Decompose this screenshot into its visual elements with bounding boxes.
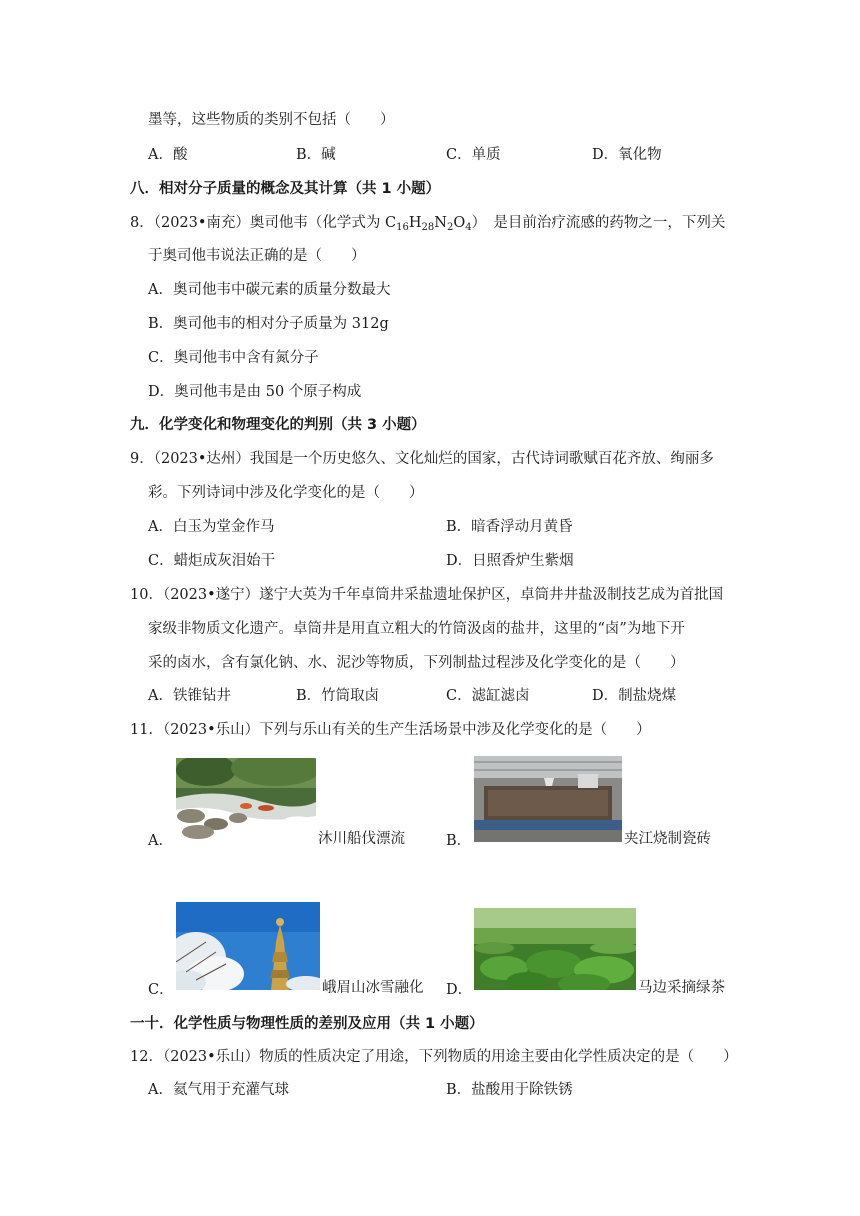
q8-line2: 于奥司他韦说法正确的是（ ） (148, 248, 366, 264)
q12-line1: 12．（2023•乐山）物质的性质决定了用途，下列物质的用途主要由化学性质决定的是（ ） (130, 1049, 738, 1065)
section-heading-9: 九．化学变化和物理变化的判别（共 3 小题） (130, 417, 426, 433)
q11-option-d-caption: 马边采摘绿茶 (638, 980, 725, 996)
q7-option-d: D．氧化物 (592, 147, 662, 163)
q10-option-d: D．制盐烧煤 (592, 688, 677, 704)
q9-option-a: A．白玉为堂金作马 (148, 519, 275, 535)
q7-option-c: C．单质 (446, 147, 501, 163)
q10-line2: 家级非物质文化遗产。卓筒井是用直立粗大的竹筒汲卤的盐井，这里的“卤”为地下开 (148, 621, 685, 637)
q8-option-c: C．奥司他韦中含有氮分子 (148, 350, 319, 366)
section-heading-8: 八．相对分子质量的概念及其计算（共 1 小题） (130, 181, 441, 197)
section-heading-10: 一十．化学性质与物理性质的差别及应用（共 1 小题） (130, 1016, 484, 1032)
q7-option-b: B．碱 (296, 147, 336, 163)
q8-option-b: B．奥司他韦的相对分子质量为 312g (148, 316, 389, 332)
q10-option-b: B．竹筒取卤 (296, 688, 380, 704)
q8-option-a: A．奥司他韦中碳元素的质量分数最大 (148, 282, 391, 298)
q11-option-b-caption: 夹江烧制瓷砖 (624, 831, 711, 847)
q11-option-b-letter: B． (446, 833, 472, 849)
q10-line1: 10．（2023•遂宁）遂宁大英为千年卓筒井采盐遗址保护区，卓筒井井盐汲制技艺成为首批国 (130, 587, 724, 603)
tile-factory-photo (474, 756, 622, 842)
q9-option-d: D．日照香炉生紫烟 (446, 553, 574, 569)
q8-option-d: D．奥司他韦是由 50 个原子构成 (148, 384, 362, 400)
emei-snow-photo (176, 902, 320, 990)
q8-line1: 8．（2023•南充）奥司他韦（化学式为 $C_{16}H_{28}N_2O_4$） 是目前治疗流感的药物之一，下列关 (130, 215, 726, 233)
q9-line2: 彩。下列诗词中涉及化学变化的是（ ） (148, 485, 424, 501)
q11-option-c-caption: 峨眉山冰雪融化 (322, 980, 424, 996)
q10-option-c: C．滤缸滤卤 (446, 688, 530, 704)
q11-option-a-letter: A． (148, 833, 173, 849)
q11-option-a-caption: 沐川船伐漂流 (318, 831, 405, 847)
q7-option-a: A．酸 (148, 147, 188, 163)
q11-line1: 11．（2023•乐山）下列与乐山有关的生产生活场景中涉及化学变化的是（ ） (130, 722, 651, 738)
q9-option-c: C．蜡炬成灰泪始干 (148, 553, 276, 569)
q12-option-a: A．氦气用于充灌气球 (148, 1082, 289, 1098)
tea-field-photo (474, 908, 636, 990)
q11-option-d-letter: D． (446, 982, 473, 998)
q11-option-c-letter: C． (148, 982, 174, 998)
q9-option-b: B．暗香浮动月黄昏 (446, 519, 573, 535)
q10-option-a: A．铁锥钻井 (148, 688, 231, 704)
rafting-photo (176, 758, 316, 842)
q7-line2: 墨等，这些物质的类别不包括（ ） (148, 112, 395, 128)
q9-line1: 9．（2023•达州）我国是一个历史悠久、文化灿烂的国家，古代诗词歌赋百花齐放、绚丽多 (130, 451, 714, 467)
q10-line3: 采的卤水，含有氯化钠、水、泥沙等物质，下列制盐过程涉及化学变化的是（ ） (148, 655, 685, 671)
q12-option-b: B．盐酸用于除铁锈 (446, 1082, 573, 1098)
